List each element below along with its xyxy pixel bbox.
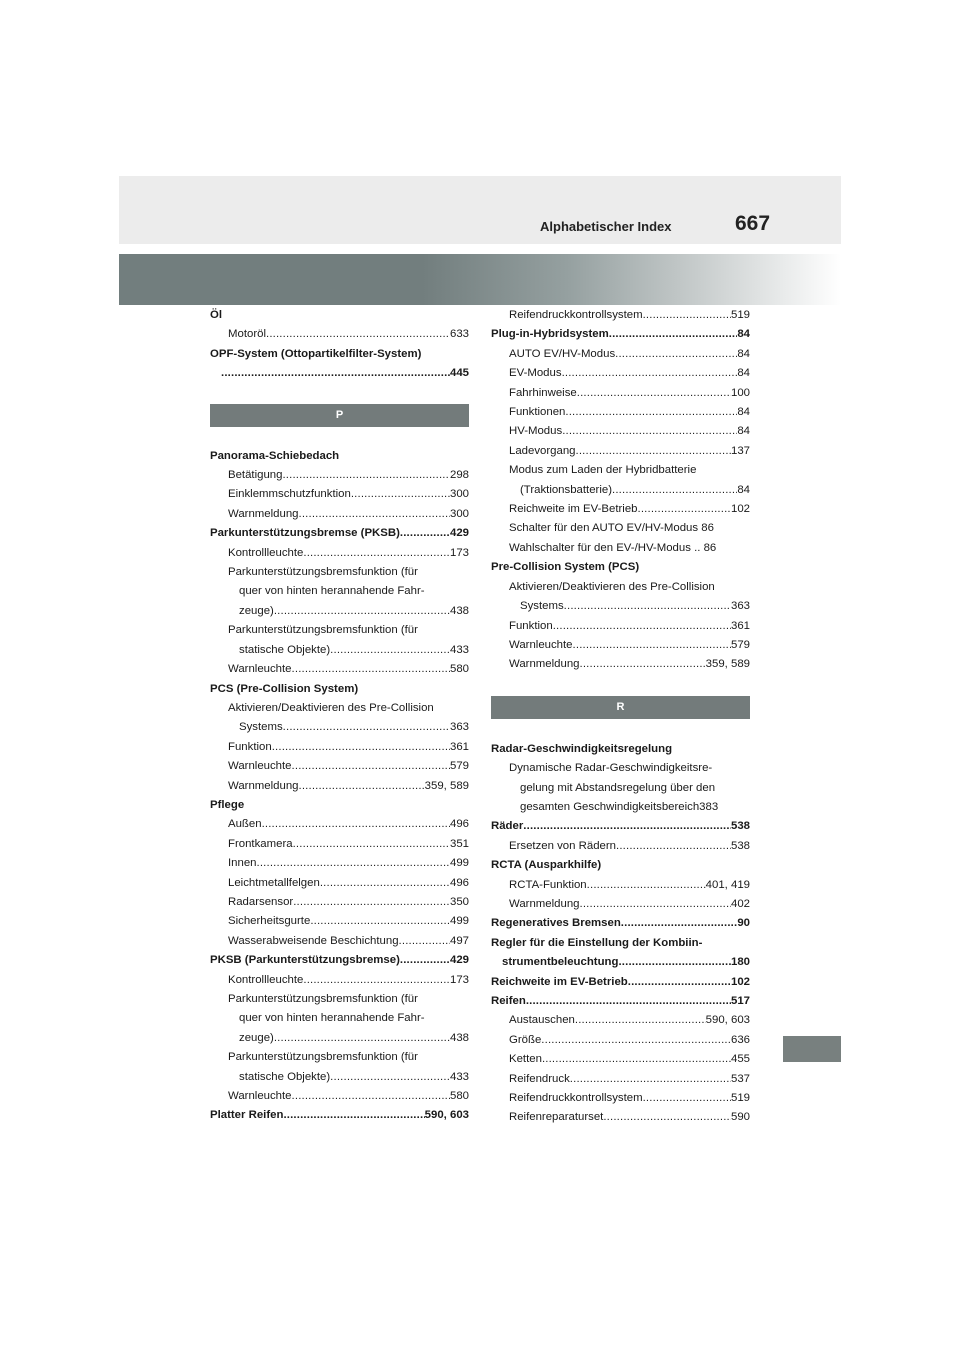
entry-page-ref: 537 xyxy=(730,1072,750,1085)
index-entry xyxy=(491,1089,750,1108)
entry-page-ref: 580 xyxy=(449,1090,469,1103)
entry-term: Sicherheitsgurte xyxy=(228,915,311,928)
index-entry xyxy=(210,364,469,383)
index-entry xyxy=(491,953,750,972)
entry-page-ref: 298 xyxy=(449,469,469,482)
index-entry xyxy=(491,992,750,1011)
entry-term: Einklemmschutzfunktion xyxy=(228,488,351,501)
entry-term: Warnmeldung xyxy=(509,658,580,671)
leader-dots xyxy=(616,837,731,856)
leader-dots xyxy=(526,992,731,1011)
entry-page-ref: 590, 603 xyxy=(424,1109,469,1122)
leader-dots xyxy=(643,306,731,325)
entry-term: Außen xyxy=(228,818,262,831)
leader-dots xyxy=(299,777,425,796)
index-entry xyxy=(210,582,469,601)
section-spacer xyxy=(210,427,469,447)
entry-page-ref: 102 xyxy=(730,975,750,988)
index-entry xyxy=(491,364,750,383)
leader-dots xyxy=(274,602,450,621)
index-entry xyxy=(491,876,750,895)
entry-page-ref: 497 xyxy=(449,934,469,947)
entry-page-ref: 84 xyxy=(737,483,750,496)
entry-term: Plug-in-Hybridsystem xyxy=(491,328,609,341)
leader-dots xyxy=(351,485,450,504)
index-entry xyxy=(491,403,750,422)
entry-page-ref: 359, 589 xyxy=(424,779,469,792)
leader-dots xyxy=(303,971,450,990)
leader-dots xyxy=(310,912,450,931)
leader-dots xyxy=(293,893,450,912)
entry-page-ref: 84 xyxy=(737,406,750,419)
index-entry xyxy=(491,1070,750,1089)
index-entry xyxy=(210,544,469,563)
index-entry xyxy=(491,759,750,778)
entry-term: Ersetzen von Rädern xyxy=(509,839,617,852)
leader-dots xyxy=(587,876,706,895)
index-entry xyxy=(210,621,469,640)
leader-dots xyxy=(292,660,450,679)
entry-page-ref: 433 xyxy=(449,1070,469,1083)
entry-page-ref: 519 xyxy=(730,309,750,321)
entry-page-ref: 84 xyxy=(737,367,750,380)
index-entry xyxy=(491,636,750,655)
entry-term: Reichweite im EV-Betrieb xyxy=(491,975,628,988)
leader-dots xyxy=(257,854,450,873)
entry-term: Fahrhinweise xyxy=(509,386,577,399)
leader-dots xyxy=(541,1031,731,1050)
leader-dots xyxy=(266,325,450,344)
index-entry xyxy=(210,932,469,951)
index-entry xyxy=(210,835,469,854)
entry-term: PKSB (Parkunterstützungsbremse) xyxy=(210,954,400,967)
entry-term: Reifenreparaturset xyxy=(509,1111,604,1124)
thumb-index-tab xyxy=(783,1036,841,1062)
index-entry xyxy=(210,447,469,466)
entry-term: Regler für die Einstellung der Kombiin- xyxy=(491,936,703,949)
entry-page-ref: 359, 589 xyxy=(705,658,750,671)
index-entry xyxy=(210,1106,469,1125)
entry-term: Ladevorgang xyxy=(509,444,576,457)
index-entry xyxy=(491,500,750,519)
index-entry xyxy=(491,1011,750,1030)
entry-page-ref: 538 xyxy=(730,820,750,833)
leader-dots xyxy=(400,524,450,543)
entry-page-ref: 579 xyxy=(730,638,750,651)
entry-term: Kontrollleuchte xyxy=(228,546,304,559)
leader-dots xyxy=(330,641,450,660)
entry-page-ref: 84 xyxy=(737,347,750,360)
entry-term: RCTA (Ausparkhilfe) xyxy=(491,859,602,872)
index-entry xyxy=(491,934,750,953)
entry-page-ref: 84 xyxy=(737,328,750,341)
entry-term: Warnleuchte xyxy=(228,663,292,676)
entry-term: PCS (Pre-Collision System) xyxy=(210,682,359,695)
index-entry xyxy=(491,442,750,461)
index-entry xyxy=(210,874,469,893)
index-entry xyxy=(491,539,750,558)
entry-term: statische Objekte) xyxy=(239,643,331,656)
entry-page-ref: 363 xyxy=(449,721,469,734)
entry-page-ref: 361 xyxy=(449,740,469,753)
section-spacer xyxy=(491,719,750,740)
entry-term: Panorama-Schiebedach xyxy=(210,449,340,462)
entry-term: Aktivieren/Deaktivieren des Pre-Collision xyxy=(509,580,715,593)
entry-term: Warnleuchte xyxy=(509,638,573,651)
section-spacer xyxy=(491,675,750,696)
entry-term: Frontkamera xyxy=(228,837,293,850)
index-entry xyxy=(491,1050,750,1069)
leader-dots xyxy=(262,815,450,834)
entry-term: RCTA-Funktion xyxy=(509,878,587,891)
entry-term: Kontrollleuchte xyxy=(228,973,304,986)
leader-dots xyxy=(573,636,731,655)
entry-term: Pflege xyxy=(210,798,245,811)
index-entry xyxy=(210,325,469,344)
index-entry xyxy=(210,699,469,718)
entry-page-ref: 363 xyxy=(730,600,750,613)
entry-page-ref: 102 xyxy=(730,503,750,516)
entry-term: OPF-System (Ottopartikelfilter-System) xyxy=(210,347,422,360)
index-entry xyxy=(491,895,750,914)
leader-dots xyxy=(638,500,731,519)
entry-term: Warnleuchte xyxy=(228,760,292,773)
leader-dots xyxy=(580,895,731,914)
index-entry xyxy=(210,602,469,621)
index-entry xyxy=(210,777,469,796)
leader-dots xyxy=(576,442,731,461)
entry-term: Modus zum Laden der Hybridbatterie xyxy=(509,464,697,477)
entry-term: Innen xyxy=(228,857,257,870)
index-entry xyxy=(210,524,469,543)
index-entry xyxy=(210,345,469,364)
leader-dots xyxy=(565,403,737,422)
index-entry xyxy=(491,973,750,992)
leader-dots xyxy=(570,1070,731,1089)
leader-dots xyxy=(400,951,450,970)
entry-page-ref: 137 xyxy=(730,444,750,457)
leader-dots xyxy=(542,1050,731,1069)
entry-page-ref: 580 xyxy=(449,663,469,676)
index-entry xyxy=(210,1029,469,1048)
entry-page-ref: 590 xyxy=(730,1111,750,1124)
entry-term: Parkunterstützungsbremsfunktion (für xyxy=(228,1051,418,1064)
entry-page-ref: 579 xyxy=(449,760,469,773)
entry-page-ref: 519 xyxy=(730,1092,750,1105)
index-entry xyxy=(210,1009,469,1028)
index-entry xyxy=(210,796,469,815)
leader-dots xyxy=(292,1087,450,1106)
entry-term: Motoröl xyxy=(228,328,266,341)
entry-term: Funktion xyxy=(228,740,272,753)
leader-dots xyxy=(621,914,738,933)
header-title: Alphabetischer Index xyxy=(540,219,672,234)
leader-dots xyxy=(562,422,737,441)
index-entry xyxy=(210,306,469,325)
entry-page-ref: 100 xyxy=(730,386,750,399)
index-entry xyxy=(491,817,750,836)
index-entry xyxy=(491,325,750,344)
leader-dots xyxy=(272,738,450,757)
entry-term: Betätigung xyxy=(228,469,283,482)
entry-page-ref: 499 xyxy=(449,857,469,870)
index-entry xyxy=(210,718,469,737)
entry-term: Parkunterstützungsbremsfunktion (für xyxy=(228,993,418,1005)
index-entry xyxy=(210,641,469,660)
entry-term: Regeneratives Bremsen xyxy=(491,917,621,930)
entry-page-ref: 90 xyxy=(737,917,750,930)
leader-dots xyxy=(609,325,738,344)
leader-dots xyxy=(399,932,450,951)
index-entry xyxy=(491,798,750,817)
entry-term: zeuge) xyxy=(239,1031,274,1044)
entry-term: Wasserabweisende Beschichtung xyxy=(228,934,399,947)
index-entry xyxy=(491,617,750,636)
entry-term: Warnmeldung xyxy=(509,897,580,910)
index-entry xyxy=(210,466,469,485)
entry-page-ref: 84 xyxy=(737,425,750,438)
index-entry xyxy=(491,740,750,759)
entry-page-ref: 517 xyxy=(730,995,750,1007)
entry-page-ref: 173 xyxy=(449,546,469,559)
leader-dots xyxy=(628,973,731,992)
entry-page-ref: 402 xyxy=(730,897,750,910)
entry-term: (Traktionsbatterie) xyxy=(520,483,612,496)
leader-dots xyxy=(580,655,706,674)
entry-page-ref: 300 xyxy=(449,488,469,501)
index-entry xyxy=(210,893,469,912)
leader-dots xyxy=(293,835,450,854)
index-entry xyxy=(210,815,469,834)
section-header: P xyxy=(210,404,469,427)
leader-dots xyxy=(303,544,450,563)
entry-term: Funktionen xyxy=(509,406,566,419)
index-entry xyxy=(491,578,750,597)
entry-page-ref: 438 xyxy=(449,604,469,617)
header-gradient-band xyxy=(119,254,841,305)
entry-page-ref: 499 xyxy=(449,915,469,928)
entry-page-ref: 401, 419 xyxy=(705,878,750,891)
leader-dots xyxy=(575,1011,706,1030)
leader-dots xyxy=(283,1106,424,1125)
page-number: 667 xyxy=(735,212,771,235)
entry-term: zeuge) xyxy=(239,604,274,617)
entry-page-ref: 180 xyxy=(730,956,750,969)
entry-page-ref: 590, 603 xyxy=(705,1014,750,1027)
entry-term: Ketten xyxy=(509,1053,542,1066)
leader-dots xyxy=(615,345,737,364)
entry-term: quer von hinten herannahende Fahr- xyxy=(239,1012,425,1025)
leader-dots xyxy=(221,364,450,383)
entry-term: Parkunterstützungsbremse (PKSB) xyxy=(210,527,400,540)
index-entry xyxy=(210,854,469,873)
index-entry xyxy=(491,345,750,364)
entry-term: statische Objekte) xyxy=(239,1070,331,1083)
leader-dots xyxy=(603,1108,731,1127)
entry-term: quer von hinten herannahende Fahr- xyxy=(239,585,425,598)
index-entry xyxy=(210,1048,469,1067)
entry-term: Leichtmetallfelgen xyxy=(228,876,320,889)
index-entry xyxy=(491,384,750,403)
index-column-right xyxy=(491,306,750,1128)
index-entry xyxy=(210,660,469,679)
entry-page-ref: 445 xyxy=(449,367,469,380)
leader-dots xyxy=(320,874,450,893)
index-entry xyxy=(210,485,469,504)
entry-term: Wahlschalter für den EV-/HV-Modus .. 86 xyxy=(509,541,717,554)
index-entry xyxy=(210,951,469,970)
leader-dots xyxy=(299,505,450,524)
index-entry xyxy=(491,1108,750,1127)
entry-term: Reichweite im EV-Betrieb xyxy=(509,503,638,516)
index-entry xyxy=(491,837,750,856)
entry-page-ref: 351 xyxy=(449,837,469,850)
entry-page-ref: 173 xyxy=(449,973,469,986)
entry-term: Reifen xyxy=(491,995,526,1007)
entry-term: Radar-Geschwindigkeitsregelung xyxy=(491,742,673,755)
index-entry xyxy=(210,505,469,524)
entry-term: Platter Reifen xyxy=(210,1109,284,1122)
entry-term: strumentbeleuchtung xyxy=(502,956,619,969)
entry-term: gelung mit Abstandsregelung über den xyxy=(520,781,716,794)
entry-page-ref: 429 xyxy=(449,527,469,540)
entry-term: Warnleuchte xyxy=(228,1090,292,1103)
entry-term: HV-Modus xyxy=(509,425,563,438)
entry-term: Funktion xyxy=(509,619,553,632)
index-entry xyxy=(210,680,469,699)
index-entry xyxy=(491,597,750,616)
entry-page-ref: 429 xyxy=(449,954,469,967)
index-entry xyxy=(210,1087,469,1106)
leader-dots xyxy=(330,1068,450,1087)
entry-page-ref: 438 xyxy=(449,1031,469,1044)
entry-page-ref: 496 xyxy=(449,818,469,831)
entry-page-ref: 538 xyxy=(730,839,750,852)
leader-dots xyxy=(612,481,737,500)
entry-page-ref: 300 xyxy=(449,507,469,520)
header-bar xyxy=(119,176,841,244)
section-header: R xyxy=(491,696,750,719)
entry-page-ref: 636 xyxy=(730,1033,750,1046)
leader-dots xyxy=(553,617,731,636)
index-entry xyxy=(491,461,750,480)
entry-term: Reifendruckkontrollsystem xyxy=(509,309,643,321)
index-entry xyxy=(210,1068,469,1087)
entry-page-ref: 633 xyxy=(449,328,469,341)
entry-page-ref: 361 xyxy=(730,619,750,632)
entry-page-ref: 455 xyxy=(730,1053,750,1066)
index-entry xyxy=(210,912,469,931)
entry-term: Systems xyxy=(520,600,564,613)
index-entry xyxy=(491,779,750,798)
index-entry xyxy=(491,519,750,538)
entry-term: Dynamische Radar-Geschwindigkeitsre- xyxy=(509,762,713,775)
index-entry xyxy=(210,971,469,990)
entry-term: Pre-Collision System (PCS) xyxy=(491,561,640,574)
index-entry xyxy=(210,757,469,776)
section-spacer xyxy=(210,384,469,404)
index-entry xyxy=(210,990,469,1009)
entry-term: Größe xyxy=(509,1033,542,1046)
index-entry xyxy=(491,306,750,325)
index-entry xyxy=(491,914,750,933)
index-entry xyxy=(210,563,469,582)
leader-dots xyxy=(643,1089,731,1108)
entry-term: Parkunterstützungsbremsfunktion (für xyxy=(228,566,418,579)
entry-term: Systems xyxy=(239,721,283,734)
leader-dots xyxy=(562,364,738,383)
entry-term: Austauschen xyxy=(509,1014,575,1027)
entry-page-ref: 433 xyxy=(449,643,469,656)
index-entry xyxy=(210,738,469,757)
index-entry xyxy=(491,655,750,674)
entry-term: Radarsensor xyxy=(228,895,294,908)
index-column-left xyxy=(210,306,469,1126)
index-entry xyxy=(491,1031,750,1050)
leader-dots xyxy=(564,597,731,616)
index-entry xyxy=(491,481,750,500)
index-entry xyxy=(491,856,750,875)
entry-page-ref: 496 xyxy=(449,876,469,889)
index-entry xyxy=(491,422,750,441)
leader-dots xyxy=(523,817,731,836)
entry-term: Warnmeldung xyxy=(228,779,299,792)
entry-term: Warnmeldung xyxy=(228,507,299,520)
entry-term: Parkunterstützungsbremsfunktion (für xyxy=(228,624,418,637)
entry-term: EV-Modus xyxy=(509,367,562,380)
leader-dots xyxy=(283,718,450,737)
entry-term: Öl xyxy=(210,309,223,321)
entry-term: Reifendruck xyxy=(509,1072,570,1085)
leader-dots xyxy=(282,466,450,485)
entry-term: Reifendruckkontrollsystem xyxy=(509,1092,643,1105)
leader-dots xyxy=(577,384,731,403)
index-entry xyxy=(491,558,750,577)
entry-term: Räder xyxy=(491,820,524,833)
entry-term: AUTO EV/HV-Modus xyxy=(509,347,616,360)
entry-term: Aktivieren/Deaktivieren des Pre-Collision xyxy=(228,701,434,714)
leader-dots xyxy=(274,1029,450,1048)
entry-term: gesamten Geschwindigkeitsbereich383 xyxy=(520,800,719,813)
leader-dots xyxy=(618,953,731,972)
entry-term: Schalter für den AUTO EV/HV-Modus 86 xyxy=(509,522,714,535)
entry-page-ref: 350 xyxy=(449,895,469,908)
leader-dots xyxy=(292,757,450,776)
